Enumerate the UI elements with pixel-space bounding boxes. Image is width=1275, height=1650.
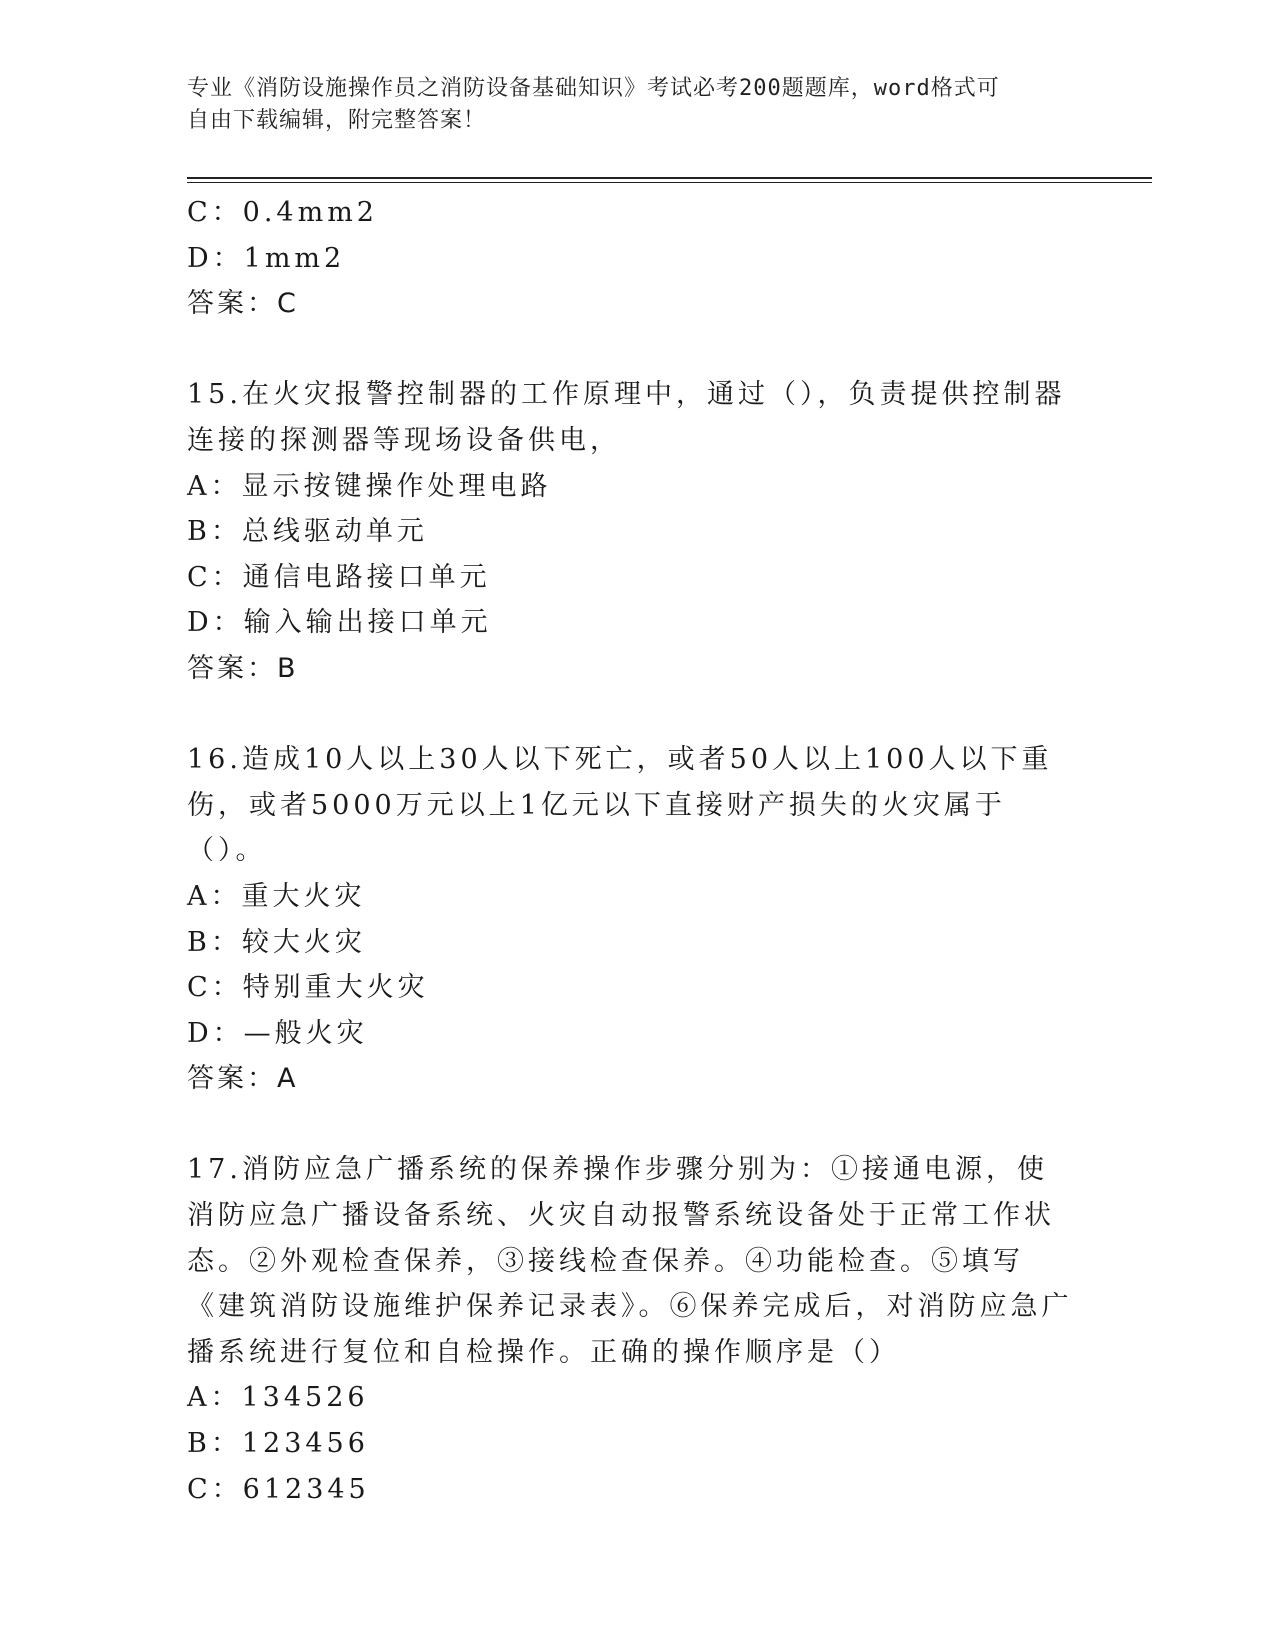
option-a: A：134526	[187, 1382, 369, 1414]
option-b: B：较大火灾	[187, 926, 366, 958]
option-d: D：输入输出接口单元	[187, 607, 492, 639]
option-c: C：特别重大火灾	[187, 972, 429, 1004]
question-17	[187, 1147, 1077, 1512]
question-text: 15.在火灾报警控制器的工作原理中，通过（），负责提供控制器连接的探测器等现场设备供电，	[187, 379, 1066, 456]
header-line-1: 专业《消防设施操作员之消防设备基础知识》考试必考200题题库，word格式可	[187, 76, 1000, 101]
question-16	[187, 737, 1077, 1102]
option-a: A：重大火灾	[187, 880, 366, 912]
option-b: B：总线驱动单元	[187, 516, 428, 548]
header-line-2: 自由下载编辑，附完整答案！	[187, 108, 487, 133]
option-d: D：1mm2	[187, 242, 346, 274]
header-divider-thin	[187, 182, 1152, 183]
option-c: C：0.4mm2	[187, 197, 378, 228]
option-c: C：612345	[187, 1473, 370, 1505]
header-divider-thick	[187, 177, 1152, 179]
document-body	[187, 190, 1077, 1512]
answer-line: 答案：A	[187, 1063, 299, 1095]
spacer	[187, 692, 1077, 738]
answer-line: 答案：B	[187, 652, 299, 684]
option-d: D：—般火灾	[187, 1017, 368, 1049]
option-c: C：通信电路接口单元	[187, 561, 491, 593]
document-header	[187, 73, 1087, 137]
answer-line: 答案：C	[187, 288, 299, 320]
option-b: B：123456	[187, 1428, 369, 1460]
question-text: 16.造成10人以上30人以下死亡，或者50人以上100人以下重伤，或者5000万元以上1亿元以下直接财产损失的火灾属于（）。	[187, 744, 1053, 867]
question-15	[187, 372, 1077, 691]
question-text: 17.消防应急广播系统的保养操作步骤分别为：①接通电源，使消防应急广播设备系统、火灾自动报警系统设备处于正常工作状态。②外观检查保养，③接线检查保养。④功能检查。⑤填写《建筑消防设施维护保养记录表》。⑥保养完成后，对消防应急广播系统进行复位和自检操作。正确的操作顺序是（）	[187, 1154, 1073, 1368]
spacer	[187, 327, 1077, 373]
spacer	[187, 1102, 1077, 1148]
option-a: A：显示按键操作处理电路	[187, 470, 552, 502]
previous-question-tail	[187, 190, 1077, 327]
